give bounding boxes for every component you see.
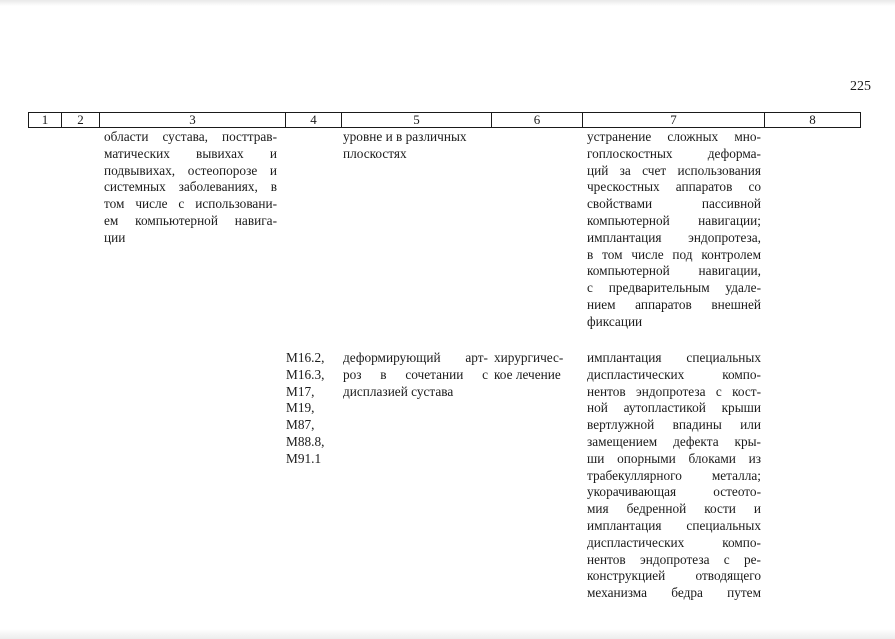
- icd-code: M87,: [286, 417, 315, 433]
- text-line: имплантация эндопротеза,: [587, 229, 761, 245]
- text-line: деформирующий арт-: [343, 350, 488, 365]
- text-line: трабекуллярного металла;: [587, 467, 761, 483]
- row2-treatment-type-cell: [494, 350, 574, 384]
- text-line: вертлужной впадины или: [587, 417, 761, 433]
- text-line: имплантация специальных: [587, 350, 761, 365]
- column-number-3: 3: [100, 113, 286, 128]
- text-line: хирургичес-: [494, 350, 564, 365]
- text-line: системных заболеваниях, в: [104, 179, 277, 195]
- text-line: кое лечение: [494, 366, 561, 382]
- text-line: ции: [104, 229, 126, 245]
- text-line: механизма бедра путем: [587, 585, 761, 601]
- text-line: диспластических компо-: [587, 366, 761, 382]
- text-line: устранение сложных мно-: [587, 129, 761, 144]
- column-number-1: 1: [29, 113, 62, 128]
- text-line: ной аутопластикой крыши: [587, 400, 761, 416]
- text-line: нием аппаратов внешней: [587, 296, 761, 312]
- text-line: плоскостях: [343, 145, 407, 161]
- text-line: уровне и в различных: [343, 129, 467, 144]
- column-number-header: [28, 112, 861, 128]
- row1-model-cell: [343, 129, 488, 163]
- row2-icd-codes-cell: [286, 350, 338, 468]
- row1-method-cell: [587, 129, 761, 331]
- scan-edge-top: [0, 0, 895, 6]
- text-line: фиксации: [587, 313, 643, 329]
- scan-edge-bottom: [0, 629, 895, 639]
- text-line: гоплоскостных деформа-: [587, 145, 761, 161]
- column-number-2: 2: [62, 113, 100, 128]
- text-line: замещением дефекта кры-: [587, 433, 761, 449]
- text-line: укорачивающая остеото-: [587, 484, 761, 500]
- icd-code: M16.2,: [286, 350, 325, 365]
- text-line: области сустава, посттрав-: [104, 129, 277, 144]
- text-line: свойствами пассивной: [587, 196, 761, 212]
- text-line: мия бедренной кости и: [587, 501, 761, 517]
- row1-diagnosis-cell: [104, 129, 277, 247]
- icd-code: M16.3,: [286, 366, 325, 382]
- text-line: ций за счет использования: [587, 162, 761, 178]
- text-line: ши опорными блоками из: [587, 450, 761, 466]
- text-line: подвывихах, остеопорозе и: [104, 162, 277, 178]
- text-line: в том числе под контролем: [587, 246, 761, 262]
- column-number-4: 4: [286, 113, 342, 128]
- column-number-6: 6: [492, 113, 583, 128]
- text-line: том числе с использовани-: [104, 196, 277, 212]
- row2-method-cell: [587, 350, 761, 602]
- row2-model-cell: [343, 350, 488, 400]
- icd-code: M17,: [286, 383, 315, 399]
- icd-code: M88.8,: [286, 433, 325, 449]
- text-line: с предварительным удале-: [587, 280, 761, 296]
- text-line: компьютерной навигации;: [587, 212, 761, 228]
- text-line: чрескостных аппаратов со: [587, 179, 761, 195]
- column-number-8: 8: [765, 113, 861, 128]
- text-line: матических вывихах и: [104, 145, 277, 161]
- text-line: ем компьютерной навига-: [104, 212, 277, 228]
- text-line: диспластических компо-: [587, 534, 761, 550]
- text-line: компьютерной навигации,: [587, 263, 761, 279]
- text-line: дисплазией сустава: [343, 383, 454, 399]
- text-line: роз в сочетании с: [343, 366, 488, 382]
- text-line: конструкцией отводящего: [587, 568, 761, 584]
- text-line: нентов эндопротеза с ре-: [587, 551, 761, 567]
- text-line: имплантация специальных: [587, 517, 761, 533]
- column-number-7: 7: [583, 113, 765, 128]
- column-number-5: 5: [342, 113, 492, 128]
- icd-code: M19,: [286, 400, 315, 416]
- page-number: 225: [850, 79, 871, 94]
- icd-code: M91.1: [286, 450, 322, 466]
- text-line: нентов эндопротеза с кост-: [587, 383, 761, 399]
